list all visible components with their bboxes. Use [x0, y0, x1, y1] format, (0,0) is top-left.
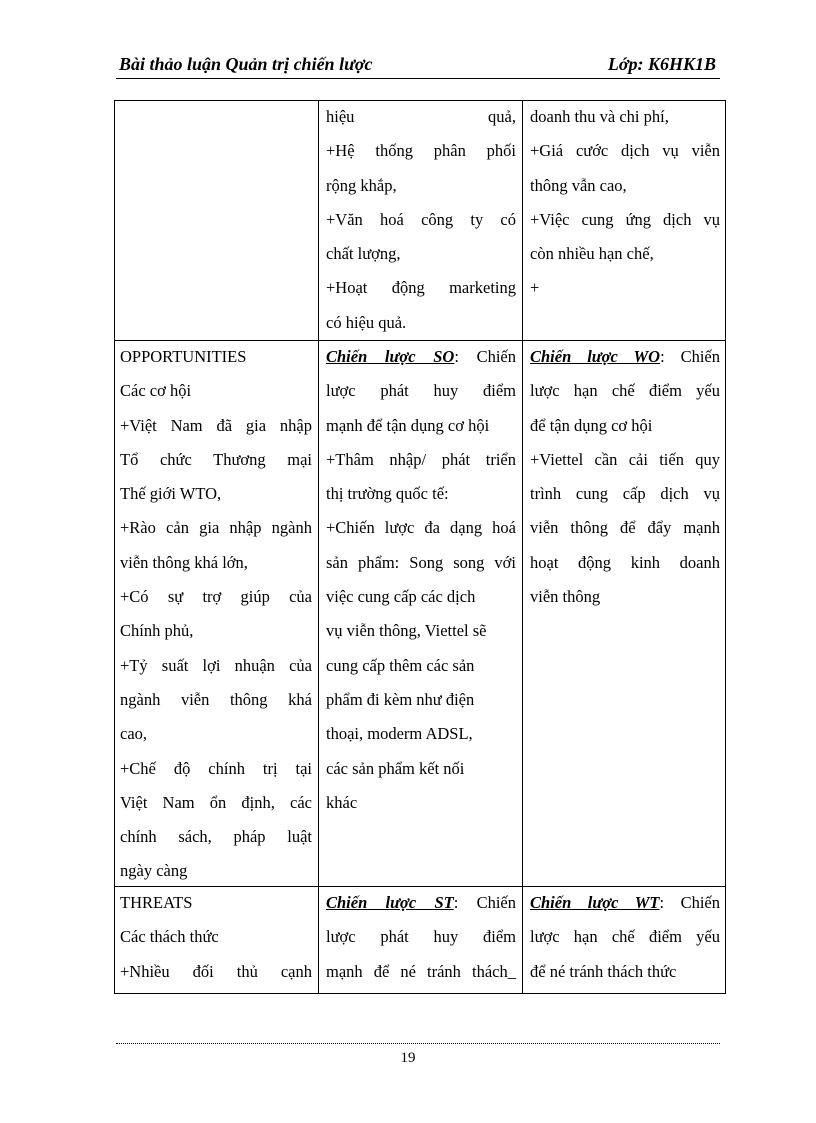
text-line: lược phát huy điểm: [326, 381, 516, 401]
text-line: sản phẩm: Song song với: [326, 552, 516, 572]
text-line: các sản phẩm kết nối: [326, 758, 465, 778]
column-divider-1: [318, 100, 319, 994]
text-line: để tận dụng cơ hội: [530, 415, 653, 435]
text-line: +Văn hoá công ty có: [326, 209, 516, 229]
header-title: Bài thảo luận Quản trị chiến lược: [119, 54, 373, 74]
text-line: viễn thông khá lớn,: [120, 552, 248, 572]
text-line: +Hệ thống phân phối: [326, 141, 516, 161]
strategy-title-rest: : Chiến: [453, 893, 517, 912]
text-line: +Hoạt động marketing: [326, 278, 516, 298]
text-line: doanh thu và chi phí,: [530, 107, 669, 126]
text-line: +Có sự trợ giúp của: [120, 587, 312, 607]
strategy-title-line: [530, 886, 720, 920]
text-line: +Viettel cần cải tiến quy: [530, 449, 720, 469]
strategy-title-line: [530, 340, 720, 374]
text-line: rộng khắp,: [326, 175, 397, 195]
header-class: Lớp: K6HK1B: [607, 54, 716, 74]
so-strategy-title: Chiến lược SO: [326, 347, 455, 366]
text-line: Tổ chức Thương mại: [120, 449, 312, 469]
wt-strategy-cell: [530, 886, 720, 989]
text-line: khác: [326, 792, 358, 812]
column-divider-2: [522, 100, 523, 994]
text-line: lược hạn chế điểm yếu: [530, 381, 720, 401]
header-rule: [116, 78, 720, 79]
text-line: phẩm đi kèm như điện: [326, 689, 475, 709]
wt-strategy-title: Chiến lược WT: [530, 893, 660, 912]
text-line: +: [530, 278, 540, 298]
text-line: +Nhiều đối thủ cạnh: [120, 961, 312, 981]
footer-rule: [116, 1043, 720, 1044]
opportunities-cell: [120, 340, 312, 889]
text-line: việc cung cấp các dịch: [326, 587, 476, 607]
section-heading: OPPORTUNITIES: [120, 347, 247, 366]
strategy-title-rest: : Chiến: [660, 347, 721, 366]
text-line: Chính phủ,: [120, 621, 194, 641]
text-line: chất lượng,: [326, 244, 401, 264]
text-line: cung cấp thêm các sản: [326, 655, 475, 675]
strategy-title-line: [326, 340, 516, 374]
wo-strategy-cell: [530, 340, 720, 614]
text-line: hiệu quả,: [326, 107, 516, 126]
text-line: Các thách thức: [120, 927, 219, 947]
wo-strategy-title: Chiến lược WO: [530, 347, 661, 366]
text-line: +Rào cản gia nhập ngành: [120, 518, 312, 538]
text-line: +Tỷ suất lợi nhuận của: [120, 655, 312, 675]
text-line: +Việc cung ứng dịch vụ: [530, 209, 720, 229]
text-line: trình cung cấp dịch vụ: [530, 484, 720, 504]
so-strategy-cell: [326, 340, 516, 820]
text-line: Thế giới WTO,: [120, 484, 222, 504]
strategy-title-rest: : Chiến: [659, 893, 720, 912]
text-line: Các cơ hội: [120, 381, 192, 401]
text-line: +Thâm nhập/ phát triển: [326, 449, 516, 469]
threats-cell: [120, 886, 312, 989]
text-line: +Việt Nam đã gia nhập: [120, 415, 312, 435]
text-line: hoạt động kinh doanh: [530, 552, 720, 572]
text-line: có hiệu quả.: [326, 312, 407, 332]
text-line: thị trường quốc tế:: [326, 484, 449, 504]
text-line: mạnh để né tránh thách_: [326, 961, 516, 981]
cont-right-cell: [530, 100, 720, 306]
st-strategy-title: Chiến lược ST: [326, 893, 454, 912]
page-number: 19: [400, 1050, 416, 1066]
text-line: Việt Nam ổn định, các: [120, 792, 312, 812]
text-line: lược phát huy điểm: [326, 927, 516, 947]
page-header: [116, 52, 720, 78]
st-strategy-cell: [326, 886, 516, 989]
text-line: thông vẫn cao,: [530, 175, 627, 195]
cont-mid-cell: [326, 100, 516, 340]
text-line: còn nhiều hạn chế,: [530, 244, 654, 264]
text-line: vụ viễn thông, Viettel sẽ: [326, 621, 487, 641]
text-line: viễn thông: [530, 587, 601, 607]
text-line: +Chế độ chính trị tại: [120, 758, 312, 778]
text-line: lược hạn chế điểm yếu: [530, 927, 720, 947]
text-line: ngày càng: [120, 861, 188, 881]
text-line: để né tránh thách thức: [530, 961, 677, 981]
text-line: cao,: [120, 724, 148, 744]
text-line: +Giá cước dịch vụ viễn: [530, 141, 720, 161]
text-line: +Chiến lược đa dạng hoá: [326, 518, 516, 538]
text-line: viễn thông để đẩy mạnh: [530, 518, 720, 538]
text-line: thoại, moderm ADSL,: [326, 724, 473, 744]
text-line: ngành viễn thông khá: [120, 689, 312, 709]
strategy-title-rest: : Chiến: [454, 347, 517, 366]
text-line: mạnh để tận dụng cơ hội: [326, 415, 490, 435]
section-heading: THREATS: [120, 893, 193, 912]
text-line: chính sách, pháp luật: [120, 827, 312, 847]
strategy-title-line: [326, 886, 516, 920]
